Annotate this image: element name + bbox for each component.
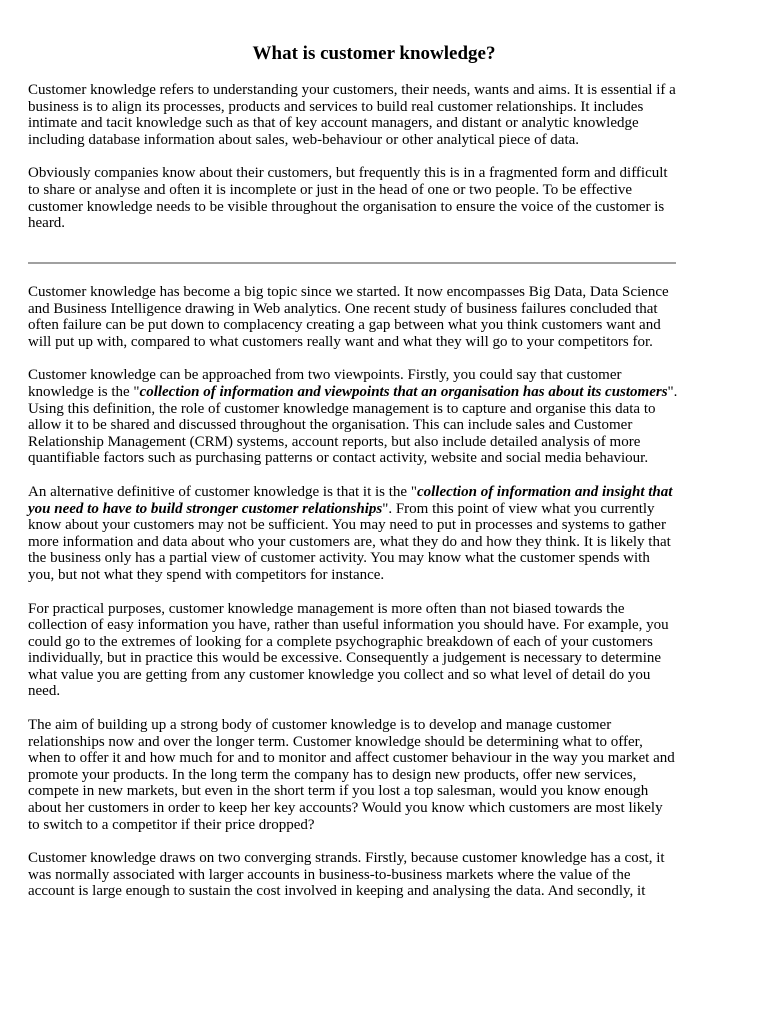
body-paragraph-3-lead: An alternative definitive of customer knowledge is that it is the " — [28, 483, 417, 500]
body-paragraph-5: The aim of building up a strong body of customer knowledge is to develop and manage customer relationships now and over the longer term. Customer knowledge should be determining what to offer, when to offer it and how much for and to monitor and affect customer behaviour in the way you market and promote your products. In the long term the company has to design new products, offer new services, compete in new markets, but even in the short term if you lost a top salesman, would you know enough about her customers in order to keep her key accounts? Would you know which customers are most likely to switch to a competitor if their price dropped? — [28, 717, 675, 833]
definition-quote-2: collection of information and insight that you need to have to build stronger customer relationships — [28, 483, 673, 517]
body-paragraph-1: Customer knowledge has become a big topic since we started. It now encompasses Big Data, Data Science and Business Intelligence drawing in Web analytics. One recent study of business failures concluded that often failure can be put down to complacency creating a gap between what you think customers want and will put up with, compared to what customers really want and what they will go to your competitors for. — [28, 284, 669, 350]
body-paragraph-2 — [28, 367, 678, 467]
document-page — [28, 0, 678, 900]
body-paragraph-3 — [28, 484, 678, 584]
section-divider — [28, 262, 676, 264]
body-paragraph-2-lead: Customer knowledge can be approached from two viewpoints. Firstly, you could say that customer knowledge is the " — [28, 367, 622, 400]
body-paragraph-2-rest: ". Using this definition, the role of customer knowledge management is to capture and organise this data to allow it to be shared and discussed throughout the organisation. This can include sales and Customer Relationship Management (CRM) systems, account reports, but also include detailed analysis of more quantifiable factors such as purchasing patterns or contact activity, website and social media behaviour. — [28, 383, 678, 467]
intro-paragraph-1: Customer knowledge refers to understanding your customers, their needs, wants and aims. It is essential if a business is to align its processes, products and services to build real customer relationships. It includes intimate and tacit knowledge such as that of key account managers, and distant or analytic knowledge including database information about sales, web-behaviour or other analytical piece of data. — [28, 82, 676, 148]
intro-paragraph-2: Obviously companies know about their customers, but frequently this is in a fragmented form and difficult to share or analyse and often it is incomplete or just in the head of one or two people. To be effective customer knowledge needs to be visible throughout the organisation to ensure the voice of the customer is heard. — [28, 165, 668, 232]
body-section — [28, 284, 678, 900]
body-paragraph-6: Customer knowledge draws on two converging strands. Firstly, because customer knowledge has a cost, it was normally associated with larger accounts in business-to-business markets where the value of the account is large enough to sustain the cost involved in keeping and analysing the data. And secondly, it — [28, 850, 665, 900]
body-paragraph-3-rest: ". From this point of view what you currently know about your customers may not be sufficient. You may need to put in processes and systems to gather more information and data about who your customers are, what they do and how they think. It is likely that the business only has a partial view of customer activity. You may know what the customer spends with you, but not what they spend with competitors for instance. — [28, 500, 671, 583]
page-title: What is customer knowledge? — [252, 43, 496, 64]
body-paragraph-4: For practical purposes, customer knowledge management is more often than not biased towards the collection of easy information you have, rather than useful information you should have. For example, you could go to the extremes of looking for a complete psychographic breakdown of each of your customers individually, but in practice this would be excessive. Consequently a judgement is necessary to determine what value you are getting from any customer knowledge you collect and so what level of detail do you need. — [28, 600, 669, 700]
definition-quote-1: collection of information and viewpoints that an organisation has about its customers — [139, 383, 668, 400]
